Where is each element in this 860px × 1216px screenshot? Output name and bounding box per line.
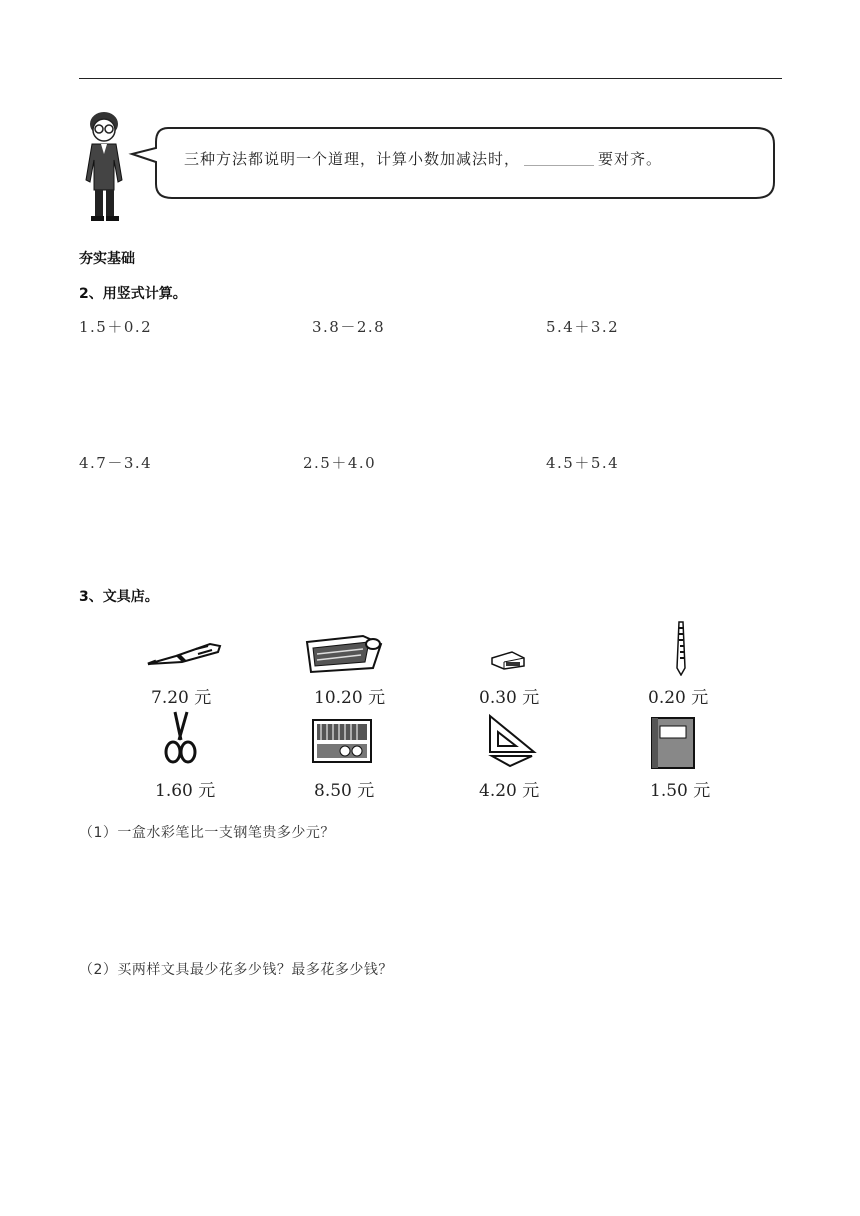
triangle-ruler-icon — [486, 712, 538, 768]
pencil-icon — [671, 620, 689, 676]
expr-6: 4.5＋5.4 — [546, 454, 620, 472]
bubble-text-after: 要对齐。 — [598, 150, 663, 168]
watercolor-pen-box-icon — [303, 632, 385, 676]
q3-title: 3、文具店。 — [79, 589, 159, 605]
q3-sub1: （1）一盒水彩笔比一支钢笔贵多少元？ — [79, 825, 335, 841]
price-scissors: 1.60 元 — [155, 781, 216, 801]
header-rule — [79, 78, 782, 79]
crayon-box-icon — [311, 716, 373, 764]
scissors-icon — [163, 710, 197, 766]
bubble-text — [184, 148, 662, 169]
teacher-figure-icon — [78, 110, 134, 224]
notebook-icon — [650, 716, 696, 770]
price-notebook: 1.50 元 — [650, 781, 711, 801]
price-pencil: 0.20 元 — [648, 688, 709, 708]
fountain-pen-icon — [146, 640, 224, 670]
bubble-text-before: 三种方法都说明一个道理，计算小数加减法时， — [184, 150, 521, 168]
section-title-basic: 夯实基础 — [79, 251, 135, 267]
expr-4: 4.7－3.4 — [79, 454, 153, 472]
price-watercolor-pen-box: 10.20 元 — [314, 688, 386, 708]
fill-blank[interactable] — [524, 165, 594, 166]
q2-title: 2、用竖式计算。 — [79, 286, 187, 302]
price-crayon-box: 8.50 元 — [314, 781, 375, 801]
price-triangle-ruler: 4.20 元 — [479, 781, 540, 801]
expr-5: 2.5＋4.0 — [303, 454, 377, 472]
eraser-icon — [490, 650, 526, 670]
price-fountain-pen: 7.20 元 — [151, 688, 212, 708]
price-eraser: 0.30 元 — [479, 688, 540, 708]
expr-1: 1.5＋0.2 — [79, 318, 153, 336]
q3-sub2: （2）买两样文具最少花多少钱？最多花多少钱？ — [79, 962, 393, 978]
expr-3: 5.4＋3.2 — [546, 318, 620, 336]
expr-2: 3.8－2.8 — [312, 318, 386, 336]
